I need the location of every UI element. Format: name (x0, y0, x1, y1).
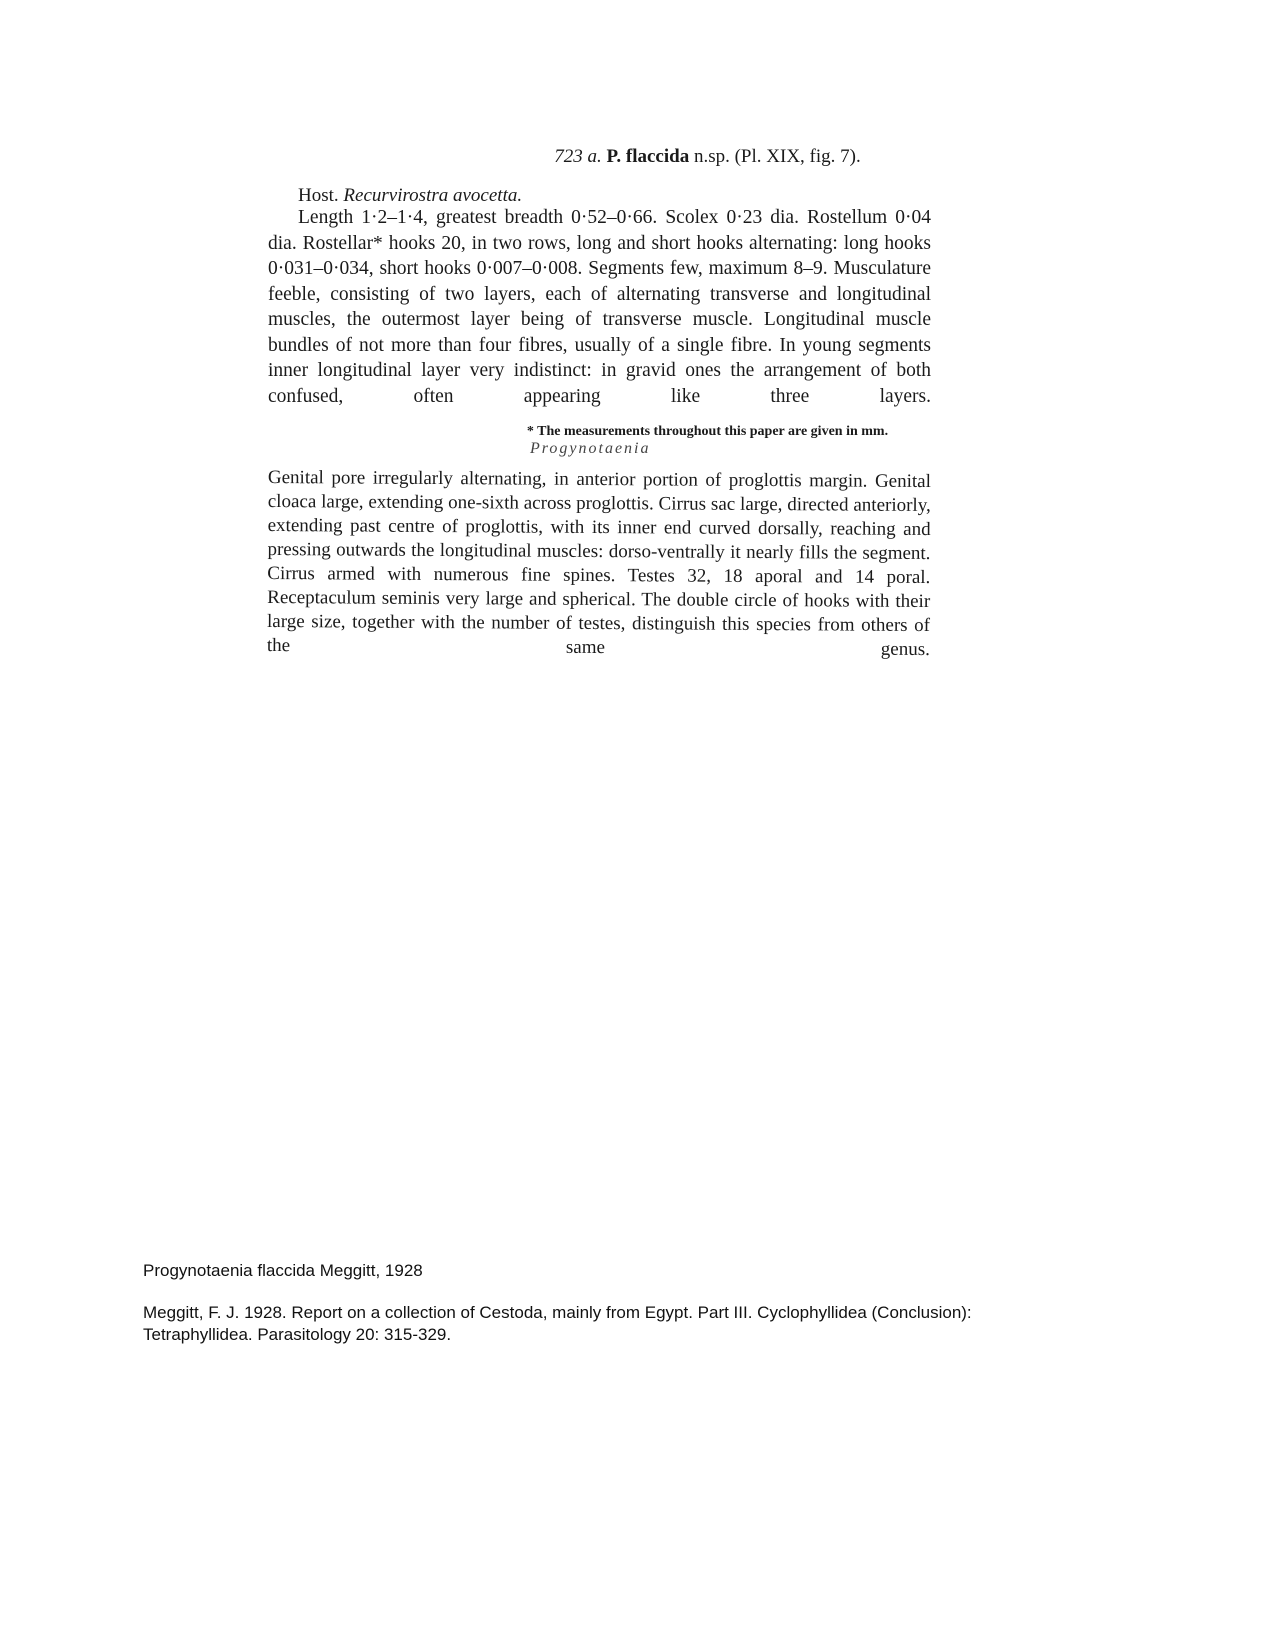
species-number: 723 a. (554, 146, 602, 167)
cut-off-line: Progynotaenia (530, 440, 651, 457)
description-paragraph-1 (268, 205, 931, 409)
paragraph-text: Genital pore irregularly alternating, in anterior portion of proglottis margin. Genital cloaca large, extending one-sixth across proglottis. Cirrus sac large, directed anteriorly, extending past centre of proglottis, with its inner end curved dorsally, reaching and pressing outwards the longitudinal muscles: dorso-ventrally it nearly fills the segment. Cirrus armed with numerous fine spines. Testes 32, 18 aporal and 14 poral. Receptaculum seminis very large and spherical. The double circle of hooks with their large size, together with the number of testes, distinguish this species from others of the same genus. (266, 466, 931, 661)
footnote: * The measurements throughout this paper are given in mm. (526, 424, 889, 439)
caption-title: Progynotaenia flaccida Meggitt, 1928 (143, 1261, 423, 1280)
caption-citation: Meggitt, F. J. 1928. Report on a collection of Cestoda, mainly from Egypt. Part III. Cyclophyllidea (Conclusion): Tetraphyllidea. Parasitology 20: 315-329. (143, 1303, 972, 1344)
description-paragraph-2 (267, 466, 931, 662)
host-label: Host. (298, 185, 339, 206)
paragraph-text: Length 1·2–1·4, greatest breadth 0·52–0·66. Scolex 0·23 dia. Rostellum 0·04 dia. Rostellar* hooks 20, in two rows, long and short hooks alternating: long hooks 0·031–0·034, short hooks 0·007–0·008. Segments few, maximum 8–9. Musculature feeble, consisting of two layers, each of alternating transverse and longitudinal muscles, the outermost layer being of transverse muscle. Longitudinal muscle bundles of not more than four fibres, usually of a single fibre. In young segments inner longitudinal layer very indistinct: in gravid ones the arrangement of both confused, often appearing like three layers. (268, 207, 931, 407)
species-heading (0, 146, 1275, 168)
species-name: P. flaccida (606, 146, 690, 167)
host-value: Recurvirostra avocetta. (343, 185, 523, 206)
species-heading-rest: n.sp. (Pl. XIX, fig. 7). (693, 146, 861, 167)
